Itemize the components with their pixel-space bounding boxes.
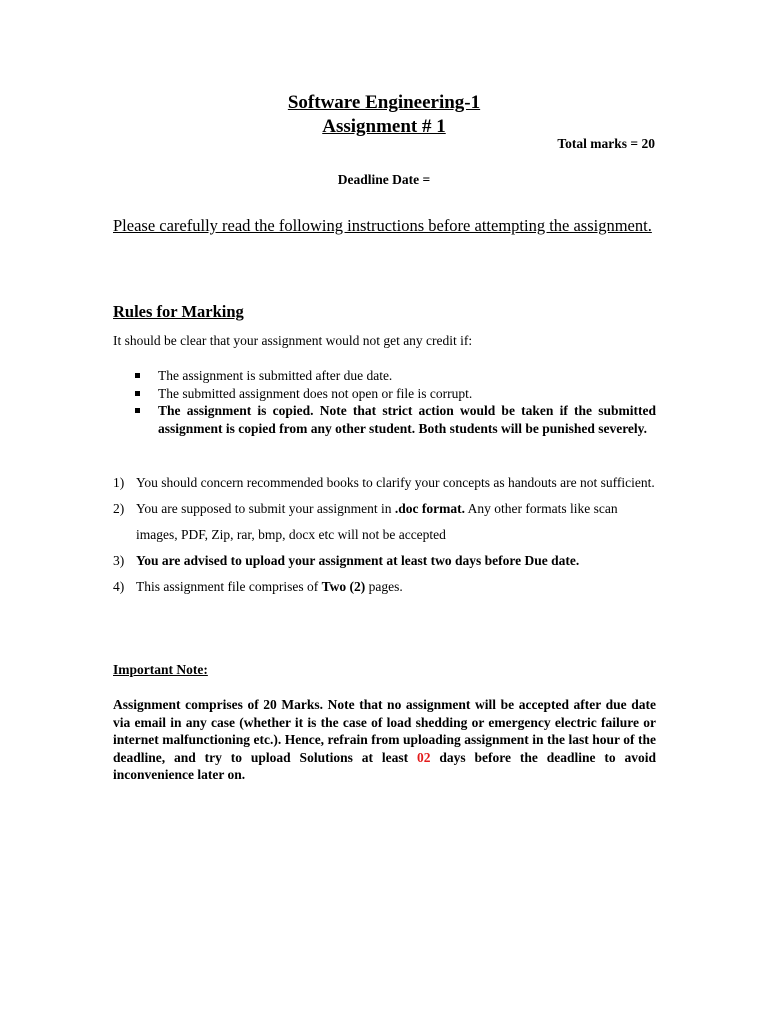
list-item: The submitted assignment does not open or file is corrupt. xyxy=(113,385,656,403)
square-bullet-icon xyxy=(135,373,140,378)
highlighted-days: 02 xyxy=(416,749,431,765)
square-bullet-icon xyxy=(135,408,140,413)
list-item: 4) This assignment file comprises of Two (2) pages. xyxy=(113,579,403,594)
important-note-text: Assignment comprises of 20 Marks. Note that no assignment will be accepted after due date via email in any case (whether it is the case of load shedding or emergency electric failure or internet malfunctioning etc.). Hence, refrain from uploading assignment in the last hour of the deadline, and try to upload Solutions at least 02 days before the deadline to avoid inconvenience later on. xyxy=(113,697,657,782)
assignment-title: Assignment # 1 xyxy=(322,116,446,137)
important-note-heading: Important Note: xyxy=(113,662,208,677)
course-title: Software Engineering-1 xyxy=(287,92,481,113)
list-item: 1) You should concern recommended books to clarify your concepts as handouts are not sufficient. xyxy=(113,475,655,490)
list-item: The assignment is copied. Note that strict action would be taken if the submitted assignment is copied from any other student. Both students will be punished severely. xyxy=(113,402,656,437)
list-item: 3) You are advised to upload your assignment at least two days before Due date. xyxy=(113,553,580,568)
list-item: The assignment is submitted after due date. xyxy=(113,367,656,385)
deadline-date: Deadline Date = xyxy=(337,172,431,187)
list-item: 2) You are supposed to submit your assignment in .doc format. Any other formats like scan images, PDF, Zip, rar, bmp, docx etc will not be accepted xyxy=(113,501,618,542)
square-bullet-icon xyxy=(135,391,140,396)
rules-intro: It should be clear that your assignment would not get any credit if: xyxy=(113,333,473,348)
instructions-line: Please carefully read the following instructions before attempting the assignment. xyxy=(113,216,652,235)
total-marks: Total marks = 20 xyxy=(557,136,655,151)
rules-bullet-list xyxy=(113,367,656,437)
numbered-instruction-list xyxy=(113,470,658,600)
rules-heading: Rules for Marking xyxy=(113,302,244,321)
